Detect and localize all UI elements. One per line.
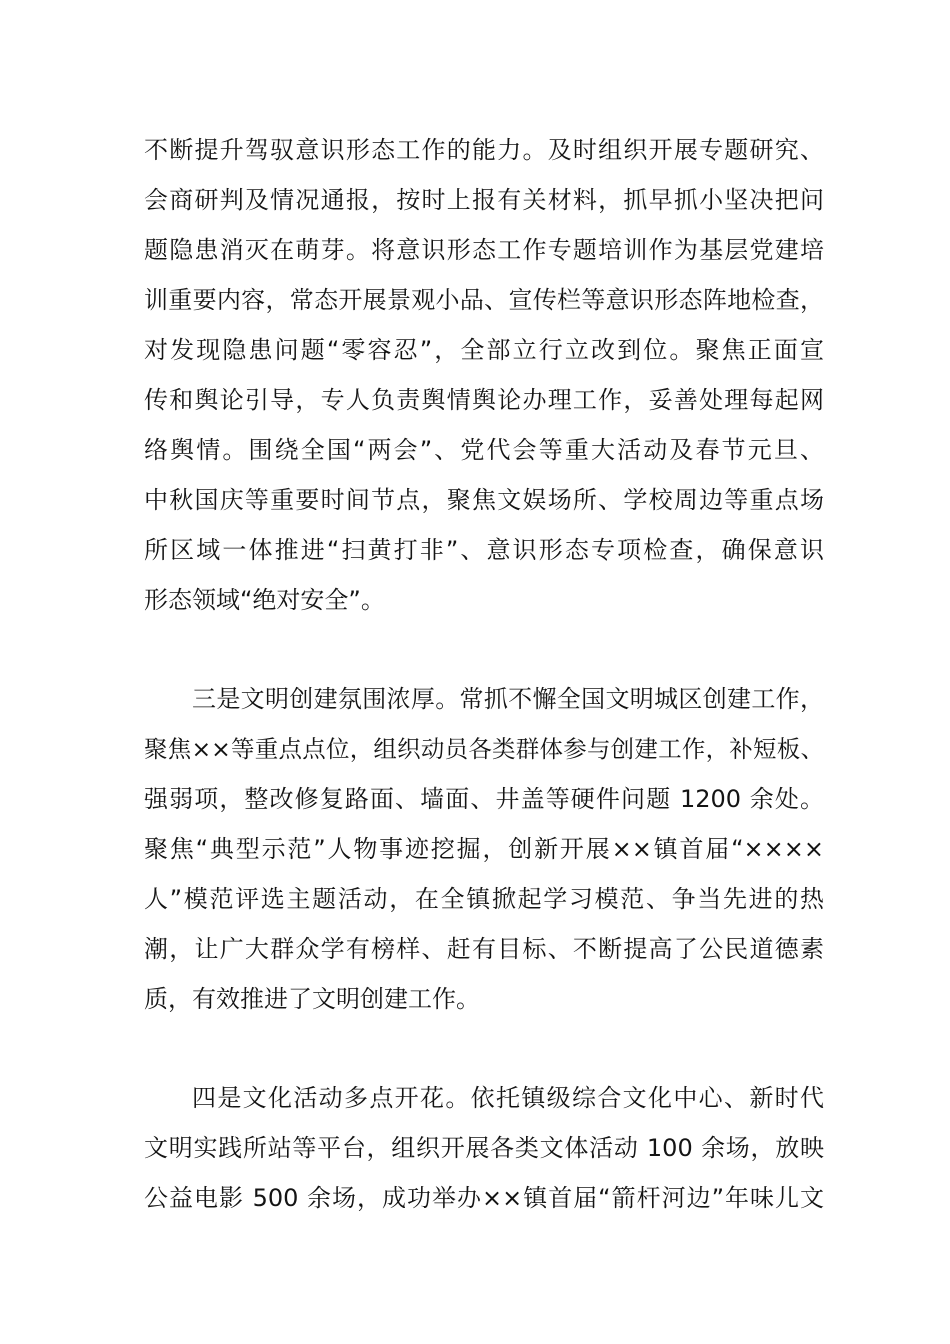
paragraph-1-line-5: 对发现隐患问题“零容忍”，全部立行立改到位。聚焦正面宣: [144, 336, 824, 364]
paragraph-3-line-2: 文明实践所站等平台，组织开展各类文体活动 100 余场，放映: [144, 1134, 824, 1162]
paragraph-2-line-6: 潮，让广大群众学有榜样、赶有目标、不断提高了公民道德素: [144, 935, 824, 963]
paragraph-3-line-3: 公益电影 500 余场，成功举办××镇首届“箭杆河边”年味儿文: [144, 1184, 824, 1212]
paragraph-1-line-7: 络舆情。围绕全国“两会”、党代会等重大活动及春节元旦、: [144, 436, 824, 464]
paragraph-1-line-3: 题隐患消灭在萌芽。将意识形态工作专题培训作为基层党建培: [144, 236, 824, 264]
paragraph-1-line-4: 训重要内容，常态开展景观小品、宣传栏等意识形态阵地检查，: [144, 286, 824, 314]
paragraph-2-line-7: 质，有效推进了文明创建工作。: [144, 985, 480, 1013]
paragraph-2-line-1: 三是文明创建氛围浓厚。常抓不懈全国文明城区创建工作，: [192, 685, 824, 713]
paragraph-3-line-1: 四是文化活动多点开花。依托镇级综合文化中心、新时代: [192, 1084, 824, 1112]
paragraph-1-line-6: 传和舆论引导，专人负责舆情舆论办理工作，妥善处理每起网: [144, 386, 824, 414]
paragraph-2-line-4: 聚焦“典型示范”人物事迹挖掘，创新开展××镇首届“××××: [144, 835, 824, 863]
paragraph-2-line-3: 强弱项，整改修复路面、墙面、井盖等硬件问题 1200 余处。: [144, 785, 824, 813]
paragraph-2-line-2: 聚焦××等重点点位，组织动员各类群体参与创建工作，补短板、: [144, 735, 824, 763]
paragraph-1-line-9: 所区域一体推进“扫黄打非”、意识形态专项检查，确保意识: [144, 536, 824, 564]
paragraph-1-line-8: 中秋国庆等重要时间节点，聚焦文娱场所、学校周边等重点场: [144, 486, 824, 514]
paragraph-1-line-2: 会商研判及情况通报，按时上报有关材料，抓早抓小坚决把问: [144, 186, 824, 214]
paragraph-1-line-10: 形态领域“绝对安全”。: [144, 586, 385, 614]
paragraph-2-line-5: 人”模范评选主题活动，在全镇掀起学习模范、争当先进的热: [144, 885, 824, 913]
paragraph-1-line-1: 不断提升驾驭意识形态工作的能力。及时组织开展专题研究、: [144, 136, 824, 164]
